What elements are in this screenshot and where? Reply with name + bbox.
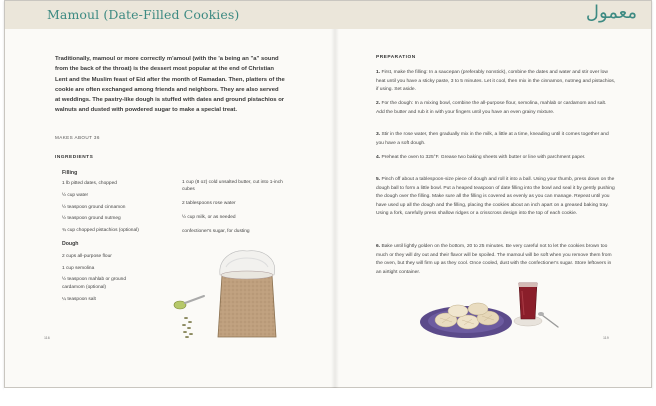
step-number: 2.: [376, 101, 381, 106]
ingredient-item: ½ cup water: [62, 193, 89, 198]
step-text: For the dough: In a mixing bowl, combine the all-purpose flour, semolina, mahlab or cardamom and salt. Add the butter and rub it in with your fingers until you have an even grainy mixture.: [376, 101, 607, 115]
ingredient-item: 1 lb pitted dates, chopped: [62, 181, 117, 186]
step-number: 5.: [376, 177, 381, 182]
ingredient-item: ½ teaspoon ground cinnamon: [62, 205, 126, 210]
ingredient-item: ½ teaspoon mahlab or ground: [62, 277, 127, 282]
dough-heading: Dough: [62, 241, 79, 247]
tea-glass-illustration: [512, 275, 562, 330]
ingredient-item: ½ teaspoon ground nutmeg: [62, 216, 121, 221]
ingredient-item: cardamom (optional): [62, 285, 106, 290]
ingredient-item: ¼ teaspoon salt: [62, 297, 96, 302]
ingredient-item: 2 tablespoons rose water: [182, 200, 236, 206]
step-1: [376, 69, 616, 95]
yield-text: MAKES ABOUT 36: [55, 135, 100, 140]
intro-paragraph: Traditionally, mamoul or more correctly m'amoul (with the 'a being an "a" sound from the back of the throat) is the dessert most popular at the end of Christian Lent and the Muslim feast of Eid after the month of Ramadan. Then, platters of the cookie are often exchanged among friends and neighbors. They are also served at weddings. The pastry-like dough is stuffed with dates and ground pistachios or walnuts and dusted with powdered sugar to make a special treat.: [55, 56, 285, 114]
step-number: 4.: [376, 155, 381, 160]
cookie-plate-illustration: [418, 292, 514, 340]
step-number: 3.: [376, 132, 381, 137]
ingredient-item: 2 cups all-purpose flour: [62, 254, 112, 259]
ingredient-item: ½ cup milk, or as needed: [182, 214, 236, 220]
page-number-left: 116: [44, 336, 50, 340]
ingredients-heading: INGREDIENTS: [55, 155, 94, 160]
step-number: 1.: [376, 70, 381, 75]
step-text: Stir in the rose water, then gradually mix in the milk, a little at a time, kneading until it comes together and you have a soft dough.: [376, 132, 609, 146]
filling-heading: Filling: [62, 170, 78, 176]
ingredients-column-2: [182, 180, 287, 243]
step-3: [376, 131, 616, 148]
flour-bag-illustration: [212, 245, 282, 340]
page-number-right: 119: [603, 336, 609, 340]
step-text: First, make the filling: In a saucepan (preferably nonstick), combine the dates and water and stir over low heat until you have a sticky paste, 3 to 5 minutes. Let it cool, then mix in the cinnamon, nutmeg and pistachios, if using. Set aside.: [376, 70, 616, 93]
preparation-heading: PREPARATION: [376, 55, 416, 60]
ingredient-item: 1 cup semolina: [62, 266, 95, 271]
ingredient-item: confectioner's sugar, for dusting: [182, 228, 250, 234]
step-text: Preheat the oven to 325°F. Grease two baking sheets with butter or line with parchment paper.: [381, 155, 586, 160]
step-6: [376, 243, 616, 277]
ingredient-item: ¾ cup chopped pistachios (optional): [62, 228, 139, 233]
recipe-title: Mamoul (Date-Filled Cookies): [47, 7, 240, 22]
step-2: [376, 100, 616, 117]
measuring-spoon-illustration: [172, 290, 212, 340]
page-gutter: [331, 29, 339, 389]
recipe-title-arabic: معمول: [585, 2, 637, 23]
page-bottom-margin: [4, 388, 652, 406]
ingredient-item: 1 cup (8 oz) cold unsalted butter, cut into 1-inch cubes: [182, 180, 283, 192]
step-4: [376, 154, 616, 163]
step-text: Pinch off about a tablespoon-size piece of dough and roll it into a ball. Using your thumb, press down on the dough ball to form a little bowl. Put a heaped teaspoon of date filling into the bowl and seal it by gently pushing the dough over the filling. Make sure all the filling is covered as evenly as you can manage. Repeat until you have used up all the dough and the filling, placing the cookies about an inch apart on a greased baking tray. Using a fork, carefully press shallow ridges or a crisscross design into the top of each cookie.: [376, 177, 615, 217]
step-5: [376, 176, 616, 219]
step-number: 6.: [376, 244, 381, 249]
step-text: Bake until lightly golden on the bottom, 20 to 25 minutes. Be very careful not to let the cookies brown too much or they will dry out and their flavor will be spoiled. The mamoul will be soft when you remove them from the oven, but they will firm up as they cool. Once cooled, dust with the confectioner's sugar. Store leftovers in an airtight container.: [376, 244, 612, 275]
